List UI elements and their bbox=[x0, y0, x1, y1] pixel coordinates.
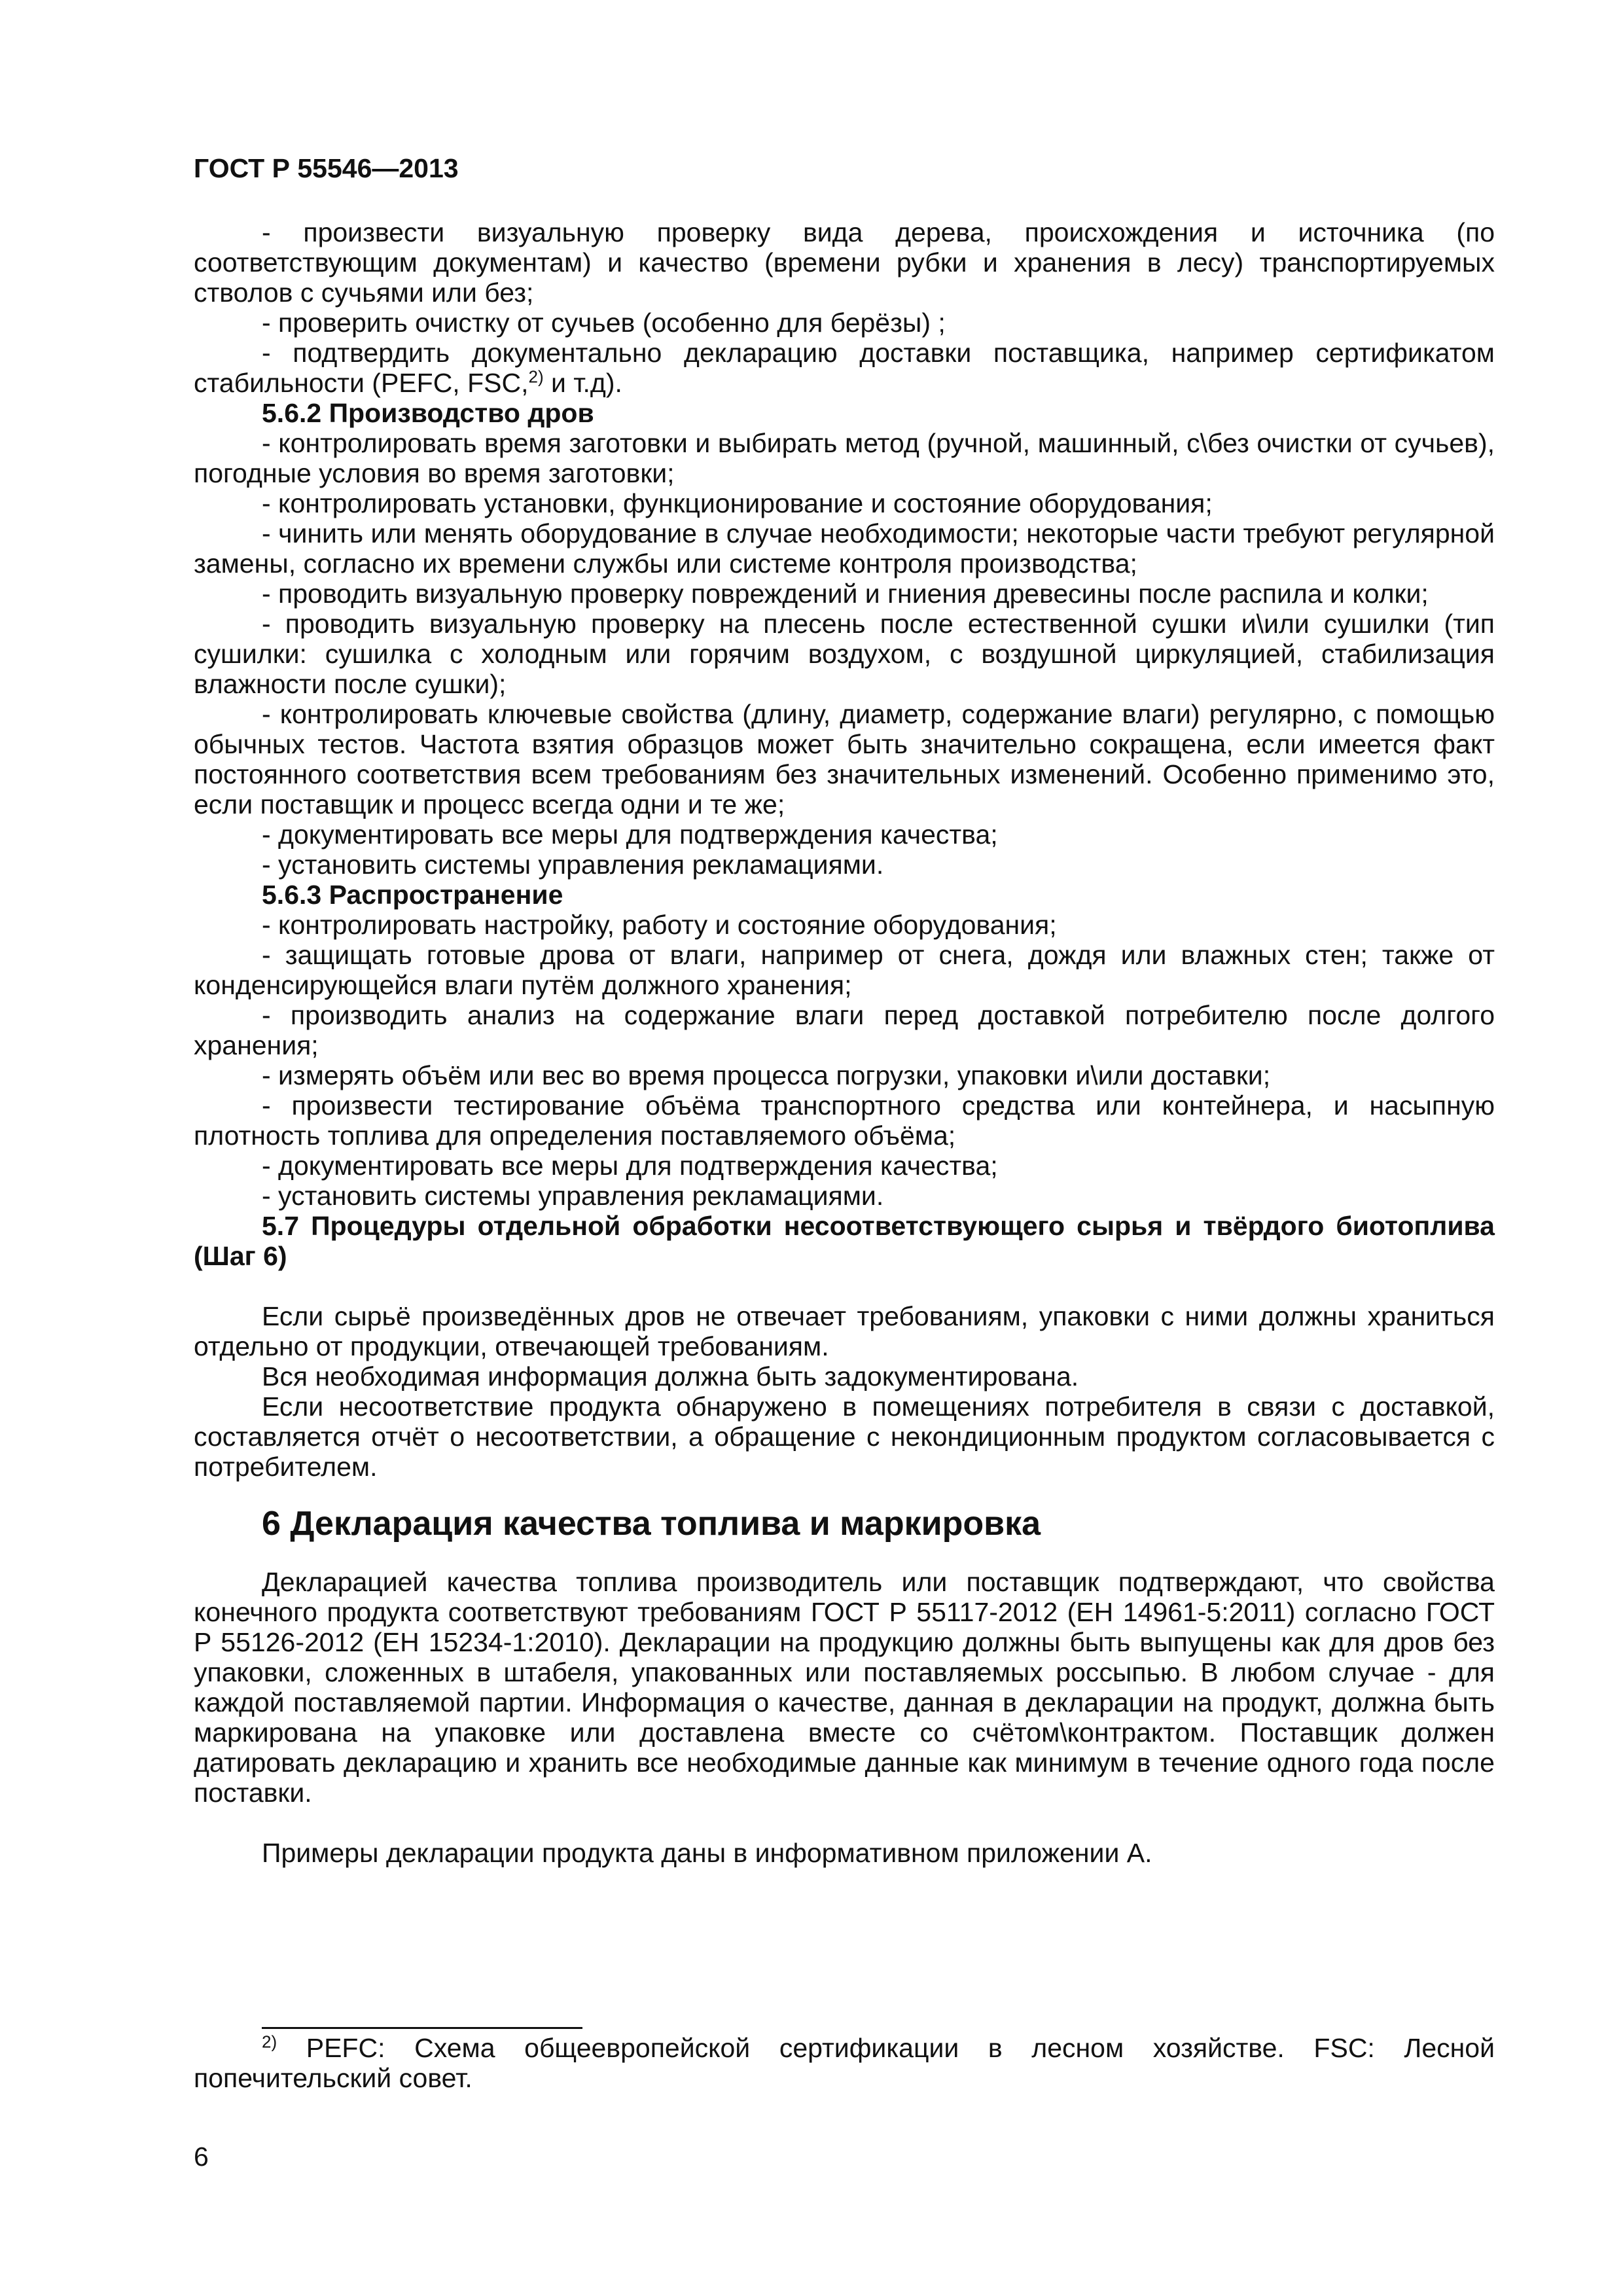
spacer bbox=[194, 1543, 1495, 1567]
document-body bbox=[194, 217, 1495, 1868]
paragraph-text: и т.д). bbox=[543, 368, 622, 398]
page-number: 6 bbox=[194, 2142, 209, 2172]
paragraph: - документировать все меры для подтверждения качества; bbox=[262, 1151, 998, 1181]
paragraph: - документировать все меры для подтверждения качества; bbox=[262, 819, 998, 850]
paragraph: - проводить визуальную проверку повреждений и гниения древесины после распила и колки; bbox=[262, 579, 1429, 609]
section-heading-5-7: 5.7 Процедуры отдельной обработки несоответствующего сырья и твёрдого биотоплива (Шаг 6) bbox=[194, 1211, 1495, 1271]
paragraph: - измерять объём или вес во время процесса погрузки, упаковки и\или доставки; bbox=[262, 1060, 1271, 1090]
paragraph: Декларацией качества топлива производитель или поставщик подтверждают, что свойства конечного продукта соответствуют требованиям ГОСТ Р 55117-2012 (ЕН 14961-5:2011) согласно ГОСТ Р 55126-2012 (ЕН 15234-1:2010). Декларации на продукцию должны быть выпущены как для дров без упаковки, сложенных в штабеля, упакованных или поставляемых россыпью. В любом случае - для каждой поставляемой партии. Информация о качестве, данная в декларации на продукт, должна быть маркирована на упаковке или доставлена вместе со счётом\контрактом. Поставщик должен датировать декларацию и хранить все необходимые данные как минимум в течение одного года после поставки. bbox=[194, 1567, 1495, 1808]
paragraph bbox=[194, 338, 1495, 398]
footnote-marker: 2) bbox=[262, 2032, 277, 2052]
spacer bbox=[194, 1808, 1495, 1838]
paragraph: Если несоответствие продукта обнаружено в помещениях потребителя в связи с доставкой, составляется отчёт о несоответствии, а обращение с некондиционным продуктом согласовывается с потребителем. bbox=[194, 1391, 1495, 1482]
paragraph: - чинить или менять оборудование в случае необходимости; некоторые части требуют регулярной замены, согласно их времени службы или системе контроля производства; bbox=[194, 518, 1495, 579]
section-heading-6: 6 Декларация качества топлива и маркировка bbox=[262, 1505, 1041, 1543]
paragraph: - установить системы управления рекламациями. bbox=[262, 850, 884, 880]
spacer bbox=[194, 1271, 1495, 1301]
footnote-reference: 2) bbox=[528, 367, 544, 387]
footnote-separator bbox=[262, 2027, 582, 2029]
paragraph: - контролировать ключевые свойства (длину, диаметр, содержание влаги) регулярно, с помощью обычных тестов. Частота взятия образцов может быть значительно сокращена, если имеется факт постоянного соответствия всем требованиям без значительных изменений. Особенно применимо это, если поставщик и процесс всегда одни и те же; bbox=[194, 699, 1495, 819]
paragraph: - контролировать время заготовки и выбирать метод (ручной, машинный, с\без очистки от сучьев), погодные условия во время заготовки; bbox=[194, 428, 1495, 488]
spacer bbox=[194, 1482, 1495, 1504]
document-header: ГОСТ Р 55546—2013 bbox=[194, 153, 459, 183]
paragraph: - произвести тестирование объёма транспортного средства или контейнера, и насыпную плотность топлива для определения поставляемого объёма; bbox=[194, 1090, 1495, 1151]
footnote-text bbox=[194, 2033, 1495, 2093]
paragraph: - контролировать настройку, работу и состояние оборудования; bbox=[262, 910, 1057, 940]
paragraph: Вся необходимая информация должна быть задокументирована. bbox=[262, 1361, 1079, 1391]
section-heading-5-6-2: 5.6.2 Производство дров bbox=[262, 398, 594, 428]
paragraph: - проводить визуальную проверку на плесень после естественной сушки и\или сушилки (тип сушилки: сушилка с холодным или горячим воздухом, с воздушной циркуляцией, стабилизация влажности после сушки); bbox=[194, 609, 1495, 699]
paragraph: Примеры декларации продукта даны в информативном приложении А. bbox=[262, 1838, 1152, 1868]
section-heading-5-6-3: 5.6.3 Распространение bbox=[262, 880, 563, 910]
paragraph: - производить анализ на содержание влаги перед доставкой потребителю после долгого хранения; bbox=[194, 1000, 1495, 1060]
paragraph-text: - подтвердить документально декларацию доставки поставщика, например сертификатом стабильности (PEFC, FSC, bbox=[194, 338, 1495, 398]
paragraph: - произвести визуальную проверку вида дерева, происхождения и источника (по соответствующим документам) и качество (времени рубки и хранения в лесу) транспортируемых стволов с сучьями или без; bbox=[194, 217, 1495, 308]
footnote bbox=[194, 2033, 1495, 2093]
paragraph: - проверить очистку от сучьев (особенно для берёзы) ; bbox=[262, 308, 946, 338]
paragraph: - защищать готовые дрова от влаги, например от снега, дождя или влажных стен; также от конденсирующейся влаги путём должного хранения; bbox=[194, 940, 1495, 1000]
footnote-body: PEFC: Схема общеевропейской сертификации в лесном хозяйстве. FSC: Лесной попечительский совет. bbox=[194, 2033, 1495, 2093]
paragraph: - установить системы управления рекламациями. bbox=[262, 1181, 884, 1211]
paragraph: - контролировать установки, функционирование и состояние оборудования; bbox=[262, 488, 1213, 518]
paragraph: Если сырьё произведённых дров не отвечает требованиям, упаковки с ними должны храниться отдельно от продукции, отвечающей требованиям. bbox=[194, 1301, 1495, 1361]
